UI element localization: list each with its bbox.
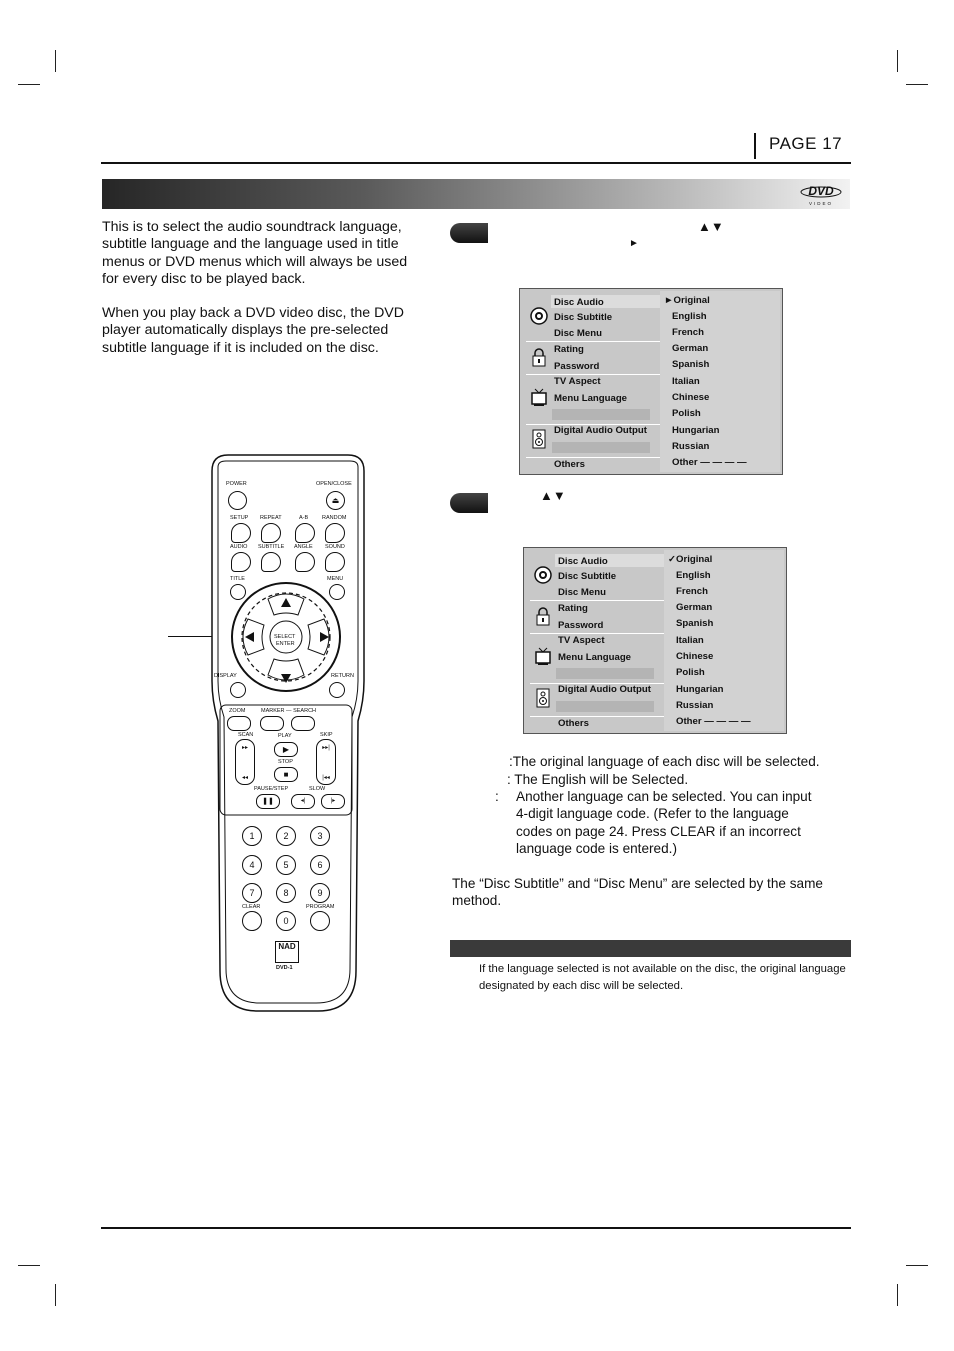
header-rule [101, 162, 851, 164]
menu-item-disc-menu[interactable]: Disc Menu [554, 328, 602, 339]
random-label: RANDOM [322, 515, 347, 521]
model-label: DVD-1 [276, 965, 293, 971]
setup-button[interactable] [231, 523, 251, 543]
menu-divider [526, 374, 662, 375]
option-hungarian[interactable]: Hungarian [672, 425, 720, 436]
menu-item-tv-aspect[interactable]: TV Aspect [554, 376, 601, 387]
menu-option-panel [660, 291, 780, 472]
menu-item-others[interactable]: Others [554, 459, 585, 470]
up-down-arrows-icon: ▲▼ [698, 219, 724, 234]
digit-6-button[interactable]: 6 [310, 855, 330, 875]
other-desc-line-2: 4-digit language code. (Refer to the language [516, 806, 789, 821]
page-number: PAGE 17 [769, 134, 843, 153]
option-italian[interactable]: Italian [672, 376, 700, 387]
intro-paragraph-1: This is to select the audio soundtrack language, subtitle language and the language used in title menus or DVD menus which will always be used for every disc to be played back. [102, 219, 408, 288]
same-method-text: The “Disc Subtitle” and “Disc Menu” are selected by the same method. [452, 876, 823, 909]
menu-option-panel [664, 550, 784, 731]
clear-label: CLEAR [242, 904, 261, 910]
scan-label: SCAN [238, 732, 254, 738]
up-down-arrows-icon: ▲▼ [540, 488, 566, 503]
menu-item-digital-audio-output[interactable]: Digital Audio Output [554, 425, 647, 436]
play-label: PLAY [278, 733, 292, 739]
option-russian[interactable]: Russian [672, 441, 710, 452]
crop-mark [897, 50, 898, 72]
nad-logo [275, 941, 299, 963]
other-desc-line-4: language code is entered.) [516, 841, 677, 856]
digit-8-button[interactable]: 8 [276, 883, 296, 903]
menu-item-tv-aspect[interactable]: TV Aspect [558, 635, 605, 646]
option-german[interactable]: German [676, 602, 713, 613]
note-header-bar [450, 940, 851, 957]
menu-category-panel [526, 550, 664, 731]
scan-rocker-button[interactable] [235, 739, 255, 785]
lock-icon [530, 347, 548, 365]
option-original[interactable]: ►Original [664, 295, 710, 306]
option-german[interactable]: German [672, 343, 709, 354]
menu-empty-slot [552, 409, 650, 420]
dvd-logo-subtext: VIDEO [808, 201, 834, 206]
right-arrow-icon: ► [629, 238, 639, 249]
digit-0-button[interactable]: 0 [276, 911, 296, 931]
menu-category-panel [522, 291, 660, 472]
menu-item-disc-audio[interactable]: Disc Audio [554, 297, 604, 308]
fast-forward-icon: ▸▸ [241, 745, 249, 751]
digit-2-button[interactable]: 2 [276, 826, 296, 846]
marker-search-label: MARKER — SEARCH [261, 708, 317, 714]
menu-divider [530, 716, 666, 717]
step-2-tab [450, 493, 488, 513]
skip-rocker-button[interactable] [316, 739, 336, 785]
menu-item-rating[interactable]: Rating [558, 603, 588, 614]
pause-step-label: PAUSE/STEP [254, 786, 289, 792]
crop-mark [55, 1284, 56, 1306]
option-spanish[interactable]: Spanish [676, 618, 714, 629]
menu-item-disc-subtitle[interactable]: Disc Subtitle [558, 571, 617, 582]
menu-item-disc-subtitle[interactable]: Disc Subtitle [554, 312, 613, 323]
search-button[interactable] [291, 716, 315, 731]
section-title-bar [102, 179, 850, 209]
original-desc: :The original language of each disc will be selected. [509, 754, 820, 769]
angle-button[interactable] [295, 552, 315, 572]
up-arrow-button[interactable] [270, 591, 302, 611]
note-text: If the language selected is not available on the disc, the original language designated by each disc will be selected. [479, 963, 846, 992]
pause-step-button[interactable]: ❚❚ [256, 794, 280, 809]
lock-icon [534, 606, 552, 624]
nad-logo-text: NAD [278, 942, 296, 951]
disc-icon [534, 566, 552, 584]
digit-3-button[interactable]: 3 [310, 826, 330, 846]
menu-item-others[interactable]: Others [558, 718, 589, 729]
footer-rule [101, 1227, 851, 1229]
intro-paragraph-2: When you play back a DVD video disc, the DVD player automatically displays the pre-selected subtitle language if it is included on the disc. [102, 305, 405, 356]
option-original[interactable]: ✓Original [668, 554, 713, 565]
digit-5-button[interactable]: 5 [276, 855, 296, 875]
menu-divider [526, 341, 662, 342]
option-spanish[interactable]: Spanish [672, 359, 710, 370]
page-number-divider [754, 133, 756, 159]
crop-mark [897, 1284, 898, 1306]
tv-icon [530, 387, 548, 405]
option-english[interactable]: English [672, 311, 707, 322]
crop-mark [18, 84, 40, 85]
crop-mark [906, 1265, 928, 1266]
dvd-logo-text: DVD [808, 184, 834, 198]
menu-divider [530, 633, 666, 634]
slow-reverse-button[interactable]: ◂| [291, 794, 315, 809]
clear-button[interactable] [242, 911, 262, 931]
program-label: PROGRAM [306, 904, 335, 910]
menu-divider [530, 600, 666, 601]
enter-label: ENTER [276, 641, 295, 647]
return-label: RETURN [331, 673, 354, 679]
english-desc: : The English will be Selected. [507, 772, 689, 787]
digit-4-button[interactable]: 4 [242, 855, 262, 875]
skip-label: SKIP [320, 732, 333, 738]
option-other[interactable]: Other — — — — [676, 716, 751, 727]
title-button[interactable] [230, 584, 246, 600]
open-close-button[interactable]: ⏏ [326, 491, 345, 510]
option-polish[interactable]: Polish [676, 667, 705, 678]
menu-empty-slot [552, 442, 650, 453]
disc-icon [530, 307, 548, 325]
option-russian[interactable]: Russian [676, 700, 714, 711]
menu-item-password[interactable]: Password [554, 361, 600, 372]
display-label: DISPLAY [214, 673, 237, 679]
repeat-label: REPEAT [260, 515, 282, 521]
option-hungarian[interactable]: Hungarian [676, 684, 724, 695]
crop-mark [18, 1265, 40, 1266]
subtitle-button[interactable] [261, 552, 281, 572]
down-arrow-button[interactable] [270, 663, 302, 683]
menu-divider [526, 457, 662, 458]
stop-label: STOP [278, 759, 293, 765]
audio-button[interactable] [231, 552, 251, 572]
crop-mark [55, 50, 56, 72]
select-label: SELECT [274, 634, 296, 640]
subtitle-label: SUBTITLE [258, 544, 285, 550]
crop-mark [906, 84, 928, 85]
marker-button[interactable] [260, 716, 284, 731]
digit-1-button[interactable]: 1 [242, 826, 262, 846]
ab-label: A-B [299, 515, 309, 521]
menu-item-disc-menu[interactable]: Disc Menu [558, 587, 606, 598]
zoom-label: ZOOM [229, 708, 246, 714]
rewind-icon: ◂◂ [241, 775, 249, 781]
menu-item-menu-language[interactable]: Menu Language [554, 393, 628, 404]
menu-item-menu-language[interactable]: Menu Language [558, 652, 632, 663]
speaker-icon [534, 688, 552, 706]
menu-button[interactable] [329, 584, 345, 600]
language-menu-screen-1 [519, 288, 783, 475]
option-french[interactable]: French [676, 586, 708, 597]
sound-label: SOUND [325, 544, 345, 550]
slow-label: SLOW [309, 786, 326, 792]
menu-label: MENU [327, 576, 344, 582]
option-chinese[interactable]: Chinese [672, 392, 710, 403]
other-desc-line-1: Another language can be selected. You can input [516, 789, 812, 804]
repeat-button[interactable] [261, 523, 281, 543]
angle-label: ANGLE [294, 544, 313, 550]
ab-button[interactable] [295, 523, 315, 543]
skip-next-icon: ▸▸| [322, 745, 330, 751]
option-other[interactable]: Other — — — — [672, 457, 747, 468]
random-button[interactable] [325, 523, 345, 543]
zoom-button[interactable] [227, 716, 251, 731]
open-close-label: OPEN/CLOSE [316, 481, 352, 487]
slow-forward-button[interactable]: |▸ [321, 794, 345, 809]
speaker-icon [530, 429, 548, 447]
remote-control [208, 451, 368, 1015]
title-label: TITLE [230, 576, 245, 582]
program-button[interactable] [310, 911, 330, 931]
play-button[interactable]: ▶ [274, 742, 298, 757]
digit-9-button[interactable]: 9 [310, 883, 330, 903]
menu-item-password[interactable]: Password [558, 620, 604, 631]
display-button[interactable] [230, 682, 246, 698]
step-1-tab [450, 223, 488, 243]
digit-7-button[interactable]: 7 [242, 883, 262, 903]
menu-empty-slot [556, 668, 654, 679]
power-button[interactable] [228, 491, 247, 510]
right-arrow-button[interactable] [312, 621, 332, 653]
left-arrow-button[interactable] [240, 621, 260, 653]
option-french[interactable]: French [672, 327, 704, 338]
tv-icon [534, 646, 552, 664]
return-button[interactable] [329, 682, 345, 698]
dvd-video-logo [800, 181, 842, 207]
setup-label: SETUP [230, 515, 249, 521]
other-desc-colon: : [495, 789, 499, 804]
menu-item-rating[interactable]: Rating [554, 344, 584, 355]
stop-button[interactable]: ■ [274, 767, 298, 782]
language-menu-screen-2 [523, 547, 787, 734]
menu-item-digital-audio-output[interactable]: Digital Audio Output [558, 684, 651, 695]
power-label: POWER [226, 481, 247, 487]
menu-empty-slot [556, 701, 654, 712]
skip-previous-icon: |◂◂ [322, 775, 330, 781]
option-italian[interactable]: Italian [676, 635, 704, 646]
select-enter-button[interactable] [270, 621, 302, 653]
sound-button[interactable] [325, 552, 345, 572]
option-chinese[interactable]: Chinese [676, 651, 714, 662]
option-english[interactable]: English [676, 570, 711, 581]
other-desc-line-3: codes on page 24. Press CLEAR if an incorrect [516, 824, 801, 839]
audio-label: AUDIO [230, 544, 248, 550]
menu-item-disc-audio[interactable]: Disc Audio [558, 556, 608, 567]
option-polish[interactable]: Polish [672, 408, 701, 419]
